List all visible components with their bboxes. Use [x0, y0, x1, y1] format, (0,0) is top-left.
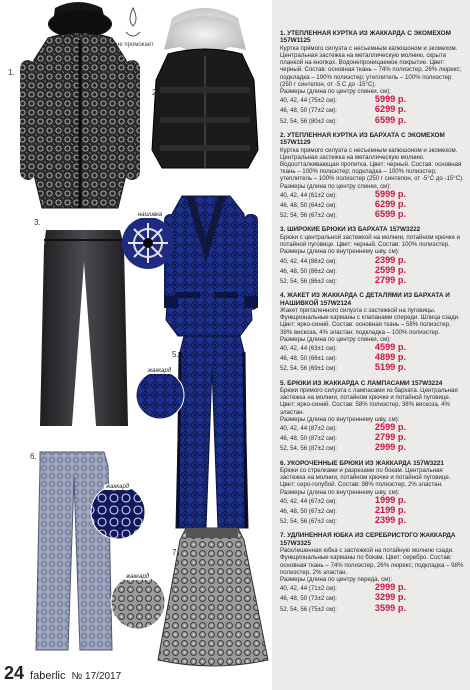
- product-description: Брюки прямого силуэта с лампасами из бархата. Центральная застежка на молнии, потайном крючке и потайной пуговице. Цвет: ярко-синий. Состав: 58% полиэстер, 38% вискоза, 4% эластан.: [280, 386, 458, 416]
- size-label: 52, 54, 56 (69±1 см):: [280, 365, 337, 373]
- product-item: [280, 380, 464, 454]
- price: 2799 р.: [374, 274, 406, 285]
- waterproof-badge-icon: [126, 8, 140, 36]
- product-descriptions: [272, 0, 470, 690]
- product-description: Куртка прямого силуэта с несъемным капюшоном и экомехом. Центральная застежка на металлическую молнию, скрыта планкой на кнопках. Водонепроницаемое покрытие. Цвет: черный. Состав: основная ткань – 74% полиэстер, 26% люрекс; подкладка – 100% полиэстер; утеплитель – 100% полиэстер (250 г синтепон, от -5 С до -15°С).: [280, 44, 462, 88]
- size-label: 40, 42, 44 (71±2 см):: [280, 585, 337, 593]
- price-row: [280, 443, 464, 453]
- product-title: 4. ЖАКЕТ ИЗ ЖАККАРДА С ДЕТАЛЯМИ ИЗ БАРХАТА И НАШИВКОЙ 157W2124: [280, 292, 450, 307]
- sizes-heading: Размеры (длина по внутреннему шву, см):: [280, 415, 400, 423]
- size-label: 52, 54, 56 (67±2 см):: [280, 518, 337, 526]
- price-row: [280, 116, 464, 126]
- price: 2799 р.: [374, 432, 406, 443]
- size-label: 46, 48, 50 (73±2 см):: [280, 595, 337, 603]
- product-title: 3. ШИРОКИЕ БРЮКИ ИЗ БАРХАТА 157W3222: [280, 226, 421, 234]
- jacket-2-velvet: [152, 8, 258, 168]
- price-row: [280, 583, 464, 593]
- size-label: 52, 54, 56 (87±2 см):: [280, 445, 337, 453]
- pants-5-jacquard: [176, 336, 248, 528]
- product-item: [280, 532, 464, 613]
- size-label: 40, 42, 44 (61±2 см):: [280, 191, 337, 199]
- price-row: [280, 423, 464, 433]
- price: 1999 р.: [374, 494, 406, 505]
- price-row: [280, 496, 464, 506]
- brand-name: faberlic: [30, 670, 66, 682]
- size-label: 52, 54, 56 (67±2 см):: [280, 212, 337, 220]
- number-6: 6.: [30, 452, 37, 461]
- size-label: 46, 48, 50 (67±2 см):: [280, 508, 337, 515]
- sizes-heading: Размеры (длина по центру спинки, см):: [280, 88, 391, 96]
- product-title: 2. УТЕПЛЕННАЯ КУРТКА ИЗ БАРХАТА С ЭКОМЕХОМ 157W1129: [280, 131, 445, 147]
- pants-3-velvet: [40, 230, 128, 426]
- product-title: 1. УТЕПЛЕННАЯ КУРТКА ИЗ ЖАККАРДА С ЭКОМЕХОМ 157W1125: [280, 30, 451, 45]
- sizes-heading: Размеры (длина по внутреннему шву, см):: [280, 488, 400, 496]
- price-row: [280, 593, 464, 603]
- price: 4899 р.: [374, 352, 406, 363]
- size-label: 52, 54, 56 (75±2 см):: [280, 605, 337, 613]
- sizes-heading: Размеры (длина по центру спинки, см):: [280, 182, 391, 190]
- price: 6599 р.: [374, 209, 406, 220]
- price: 6299 р.: [374, 199, 406, 210]
- product-description: Брюки со стрелками и разрезами по бокам. Центральная застежка на молнии, потайном крючке и потайной пуговице. Цвет: серо-голубой. Состав: 98% полиэстер, 2% эластан.: [280, 466, 451, 489]
- product-item: [280, 460, 464, 527]
- pants-6-cropped: [36, 452, 112, 650]
- callout-jacquard-5: жаккард: [148, 368, 172, 374]
- price: 3299 р.: [374, 592, 406, 603]
- size-label: 40, 42, 44 (86±2 см):: [280, 257, 337, 265]
- price: 4599 р.: [374, 341, 406, 352]
- size-label: 46, 48, 50 (86±2 см):: [280, 267, 337, 275]
- sizes-heading: Размеры (длина по центру переда, см):: [280, 576, 393, 584]
- number-4: 4.: [240, 216, 247, 225]
- product-description: Жакет приталенного силуэта с застежкой на пуговицы. Функциональные карманы с клапанами спереди. Шлица сзади. Цвет: ярко-синий. Состав: основная ткань – 58% полиэстер, 38% вискоза, 4% эластан; подкладка – 100% полиэстер.: [280, 306, 460, 336]
- product-item: [280, 132, 464, 221]
- callout-jacquard-7: жаккард: [126, 574, 150, 580]
- callout-patch: нашивка: [138, 212, 163, 218]
- price-row: [280, 506, 464, 516]
- price: 2599 р.: [374, 421, 406, 432]
- price-row: [280, 190, 464, 200]
- price-row: [280, 353, 464, 363]
- jacquard-swatch-5: [136, 371, 184, 419]
- price: 5199 р.: [374, 362, 406, 373]
- size-label: 46, 48, 50 (87±2 см):: [280, 435, 337, 443]
- size-label: 52, 54, 56 (86±2 см):: [280, 277, 337, 285]
- price: 3599 р.: [374, 602, 406, 613]
- product-title: 7. УДЛИНЕННАЯ ЮБКА ИЗ СЕРЕБРИСТОГО ЖАККАРДА 157W3325: [280, 532, 456, 547]
- jacket-1-jacquard: [20, 2, 140, 208]
- price-row: [280, 516, 464, 526]
- price: 2599 р.: [374, 264, 406, 275]
- sizes-heading: Размеры (длина по центру спинки, см):: [280, 335, 391, 343]
- price: 6599 р.: [374, 114, 406, 125]
- issue-number: № 17/2017: [71, 671, 122, 682]
- price: 2999 р.: [374, 442, 406, 453]
- size-label: 46, 48, 50 (77±2 см):: [280, 107, 337, 115]
- price-row: [280, 105, 464, 115]
- price-row: [280, 95, 464, 105]
- price-row: [280, 266, 464, 276]
- product-description: Расклешенная юбка с застежкой на потайную молнию сзади. Функциональные карманы по бокам. Цвет: серебро. Состав: основная ткань – 74% полиэстер, 26% люрекс; подкладка – 98% полиэстер, 2% эластан.: [280, 547, 464, 576]
- size-label: 40, 42, 44 (67±2 см):: [280, 497, 337, 505]
- number-7: 7.: [172, 548, 179, 557]
- price: 5999 р.: [374, 188, 406, 199]
- size-label: 40, 42, 44 (63±1 см):: [280, 344, 337, 352]
- jacquard-swatch-6: [91, 485, 145, 539]
- product-item: [280, 30, 464, 126]
- number-1: 1.: [8, 68, 15, 77]
- brooch-swatch: [122, 217, 174, 269]
- number-3: 3.: [34, 218, 41, 227]
- price: 2199 р.: [374, 505, 406, 515]
- price-row: [280, 210, 464, 220]
- size-label: 46, 48, 50 (66±1 см):: [280, 355, 337, 363]
- number-5: 5.: [172, 350, 179, 359]
- price-row: [280, 200, 464, 210]
- price-row: [280, 433, 464, 443]
- price: 5999 р.: [374, 94, 406, 105]
- size-label: 52, 54, 56 (80±2 см):: [280, 117, 337, 125]
- product-title: 5. БРЮКИ ИЗ ЖАККАРДА С ЛАМПАСАМИ 157W3224: [280, 379, 443, 387]
- jacquard-swatch-7: [111, 575, 165, 629]
- size-label: 46, 48, 50 (64±2 см):: [280, 202, 337, 210]
- size-label: 40, 42, 44 (75±2 см):: [280, 97, 337, 105]
- price: 2999 р.: [374, 582, 406, 593]
- price: 2399 р.: [374, 515, 406, 526]
- product-title: 6. УКОРОЧЕННЫЕ БРЮКИ ИЗ ЖАККАРДА 157W3221: [280, 459, 444, 467]
- product-description: Куртка прямого силуэта с несъемным капюшоном и экомехом. Центральная застежка на металлическую молнию. Водоотталкивающая пропитка. Цвет: черный. Состав: основная ткань – 100% полиэстер; подкладка – 100% полиэстер; утеплитель – 100% полиэстер (250 г синтепон, от -5°С до -15°С).: [280, 146, 464, 183]
- product-item: [280, 292, 464, 373]
- number-2: 2.: [152, 88, 159, 97]
- price: 6299 р.: [374, 104, 406, 115]
- sizes-heading: Размеры (длина по внутреннему шву, см):: [280, 248, 400, 256]
- product-description: Брюки с центральной застежкой на молнии, потайном крючке и потайной пуговице. Цвет: черный. Состав: 100% полиэстер.: [280, 233, 460, 249]
- price-row: [280, 276, 464, 286]
- callout-jacquard-6: жаккард: [106, 484, 130, 490]
- waterproof-label: не промокает: [116, 42, 154, 48]
- page-number: 24: [4, 663, 25, 683]
- page-footer: [4, 663, 121, 684]
- price-row: [280, 604, 464, 614]
- size-label: 40, 42, 44 (87±2 см):: [280, 424, 337, 432]
- product-item: [280, 226, 464, 286]
- price-row: [280, 256, 464, 266]
- price: 2399 р.: [374, 254, 406, 265]
- price-row: [280, 343, 464, 353]
- price-row: [280, 363, 464, 373]
